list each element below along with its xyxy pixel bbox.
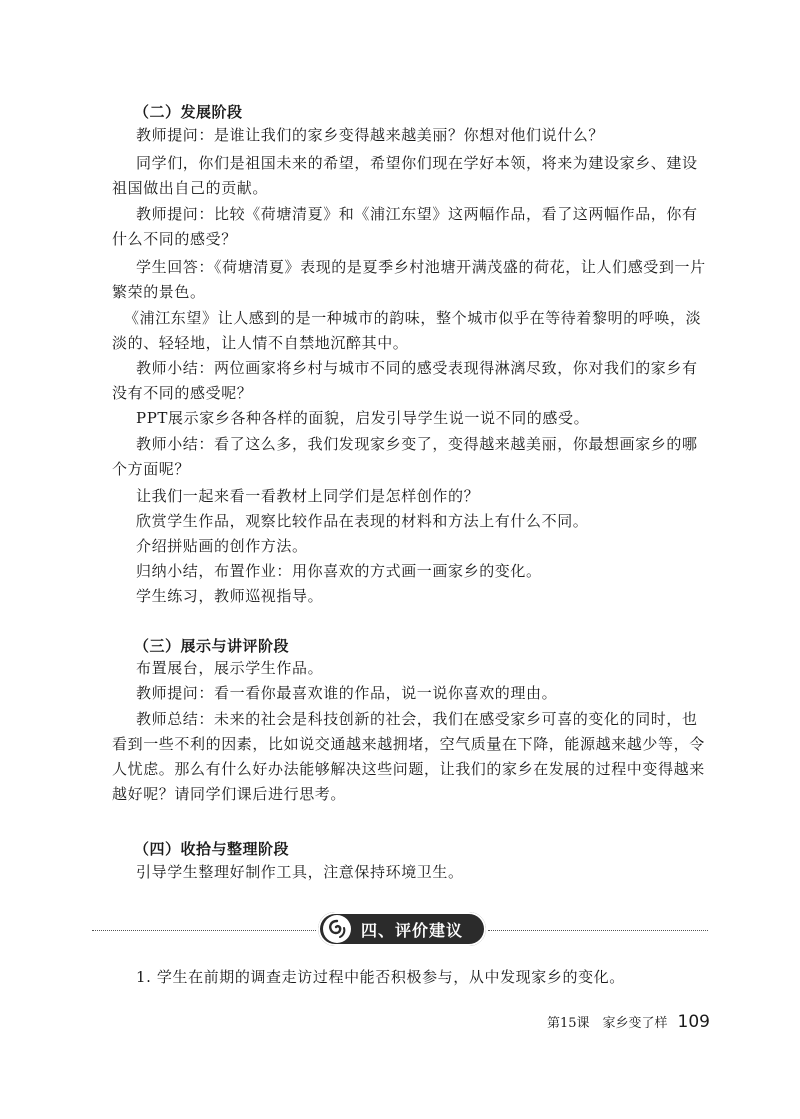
page-footer	[547, 1012, 710, 1032]
paragraph: 同学们，你们是祖国未来的希望，希望你们现在学好本领，将来为建设家乡、建设祖国做出自己的贡献。	[112, 154, 698, 197]
paragraph: 布置展台，展示学生作品。	[136, 659, 324, 677]
paragraph: 介绍拼贴画的创作方法。	[136, 537, 308, 555]
paragraph: 学生回答：《荷塘清夏》表现的是夏季乡村池塘开满茂盛的荷花，让人们感受到一片繁荣的景色。	[112, 258, 706, 301]
paragraph: PPT展示家乡各种各样的面貌，启发引导学生说一说不同的感受。	[136, 409, 590, 427]
evaluation-item: 1. 学生在前期的调查走访过程中能否积极参与，从中发现家乡的变化。	[136, 968, 625, 986]
paragraph: 教师提问：比较《荷塘清夏》和《浦江东望》这两幅作品，看了这两幅作品，你有什么不同的感受？	[112, 205, 698, 248]
paragraph: 欣赏学生作品，观察比较作品在表现的材料和方法上有什么不同。	[136, 512, 589, 530]
lesson-title: 第15课 家乡变了样	[547, 1016, 668, 1031]
page-number: 109	[677, 1012, 710, 1032]
paragraph: 引导学生整理好制作工具，注意保持环境卫生。	[136, 863, 464, 881]
paragraph: 教师小结：两位画家将乡村与城市不同的感受表现得淋漓尽致，你对我们的家乡有没有不同的感受呢？	[112, 359, 698, 402]
evaluation-banner	[318, 912, 486, 946]
paragraph: 学生练习，教师巡视指导。	[136, 587, 324, 605]
paragraph: 让我们一起来看一看教材上同学们是怎样创作的？	[136, 487, 480, 505]
paragraph: 教师提问：是谁让我们的家乡变得越来越美丽？你想对他们说什么？	[136, 126, 605, 144]
section-heading-cleanup: （四）收拾与整理阶段	[134, 840, 290, 858]
paragraph: 教师提问：看一看你最喜欢谁的作品，说一说你喜欢的理由。	[136, 684, 558, 702]
swirl-icon	[323, 915, 351, 943]
paragraph: 归纳小结，布置作业：用你喜欢的方式画一画家乡的变化。	[136, 562, 542, 580]
evaluation-banner-label: 四、评价建议	[361, 920, 464, 940]
section-divider-left	[92, 930, 316, 931]
paragraph: 《浦江东望》让人感到的是一种城市的韵味，整个城市似乎在等待着黎明的呼唤，淡淡的、轻轻地，让人情不自禁地沉醉其中。	[112, 309, 702, 352]
paragraph: 教师总结：未来的社会是科技创新的社会，我们在感受家乡可喜的变化的同时，也看到一些不利的因素，比如说交通越来越拥堵，空气质量在下降，能源越来越少等，令人忧虑。那么有什么好办法能够解决这些问题，让我们的家乡在发展的过程中变得越来越好呢？请同学们课后进行思考。	[112, 710, 705, 803]
paragraph: 教师小结：看了这么多，我们发现家乡变了，变得越来越美丽，你最想画家乡的哪个方面呢？	[112, 435, 698, 478]
section-heading-development: （二）发展阶段	[134, 103, 243, 121]
section-heading-display: （三）展示与讲评阶段	[134, 637, 290, 655]
section-divider-right	[488, 930, 708, 931]
